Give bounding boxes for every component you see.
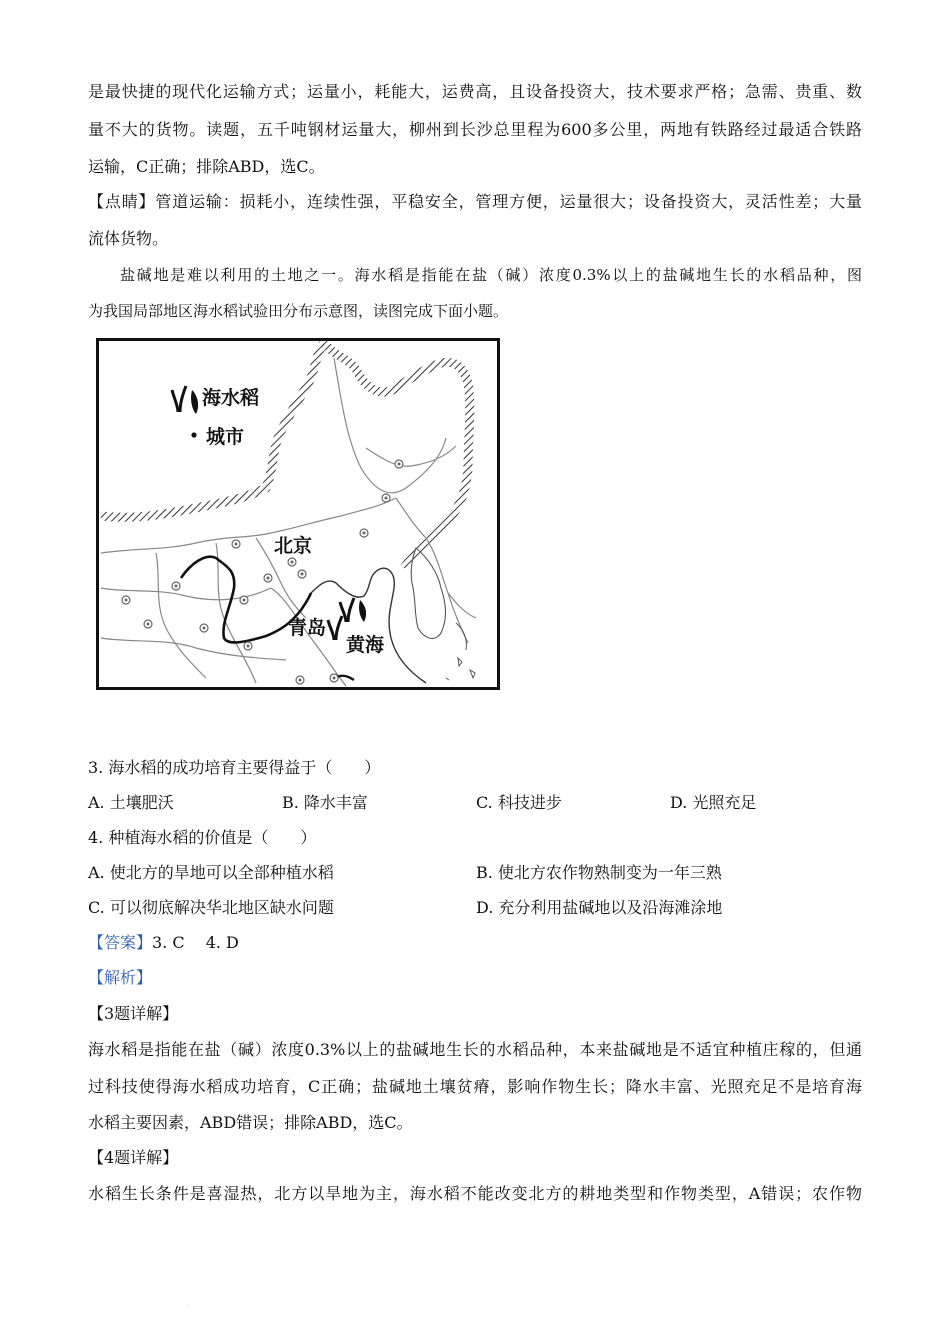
page-dot: ·	[187, 1303, 189, 1310]
tip-line: 【点睛】管道运输：损耗小，连续性强，平稳安全，管理方便，运量很大；设备投资大，灵活性差；大量	[88, 192, 862, 211]
legend-city-label: 城市	[206, 427, 245, 448]
qingdao-label: 青岛	[288, 618, 327, 639]
detail-4-heading: 【4题详解】	[88, 1148, 179, 1167]
q4-option-b[interactable]: B. 使北方农作物熟制变为一年三熟	[476, 863, 722, 882]
answer-line	[88, 931, 862, 955]
beijing-label: 北京	[274, 536, 313, 557]
text-line: 运输，C正确；排除ABD，选C。	[88, 157, 325, 176]
q3-option-c[interactable]: C. 科技进步	[476, 793, 562, 812]
answer-tag: 【答案】	[88, 933, 153, 952]
q3-option-d[interactable]: D. 光照充足	[670, 793, 757, 812]
text-line: 是最快捷的现代化运输方式；运量小，耗能大，运费高，且设备投资大，技术要求严格；急需、贵重、数	[88, 82, 862, 101]
text-line: 量不大的货物。读题，五千吨钢材运量大，柳州到长沙总里程为600多公里，两地有铁路经过最适合铁路	[88, 120, 862, 139]
analysis-tag: 【解析】	[88, 968, 153, 987]
intro-line: 为我国局部地区海水稻试验田分布示意图，读图完成下面小题。	[88, 302, 509, 320]
q4-option-d[interactable]: D. 充分利用盐碱地以及沿海滩涂地	[476, 898, 723, 917]
question-3-stem: 3. 海水稻的成功培育主要得益于（ ）	[88, 758, 381, 777]
q3-option-a[interactable]: A. 土壤肥沃	[88, 793, 174, 812]
q4-option-c[interactable]: C. 可以彻底解决华北地区缺水问题	[88, 898, 334, 917]
question-4-stem: 4. 种植海水稻的价值是（ ）	[88, 828, 317, 847]
q4-option-a[interactable]: A. 使北方的旱地可以全部种植水稻	[88, 863, 334, 882]
tip-line: 流体货物。	[88, 229, 169, 248]
legend-rice-label: 海水稻	[202, 388, 260, 409]
sea-rice-map	[96, 338, 500, 690]
intro-line: 盐碱地是难以利用的土地之一。海水稻是指能在盐（碱）浓度0.3%以上的盐碱地生长的水稻品种，图	[120, 266, 862, 284]
city-dot-icon	[191, 432, 196, 437]
detail-4-line: 水稻生长条件是喜湿热，北方以旱地为主，海水稻不能改变北方的耕地类型和作物类型，A错误；农作物	[88, 1184, 862, 1203]
huanghai-label: 黄海	[346, 635, 385, 656]
detail-3-line: 水稻主要因素，ABD错误；排除ABD，选C。	[88, 1113, 413, 1132]
detail-3-heading: 【3题详解】	[88, 1004, 179, 1023]
detail-3-line: 过科技使得海水稻成功培育，C正确；盐碱地土壤贫瘠，影响作物生长；降水丰富、光照充足不是培育海	[88, 1077, 862, 1096]
q3-option-b[interactable]: B. 降水丰富	[282, 793, 368, 812]
detail-3-line: 海水稻是指能在盐（碱）浓度0.3%以上的盐碱地生长的水稻品种，本来盐碱地是不适宜种植庄稼的，但通	[88, 1040, 862, 1059]
answer-value: 3. C 4. D	[152, 933, 239, 952]
